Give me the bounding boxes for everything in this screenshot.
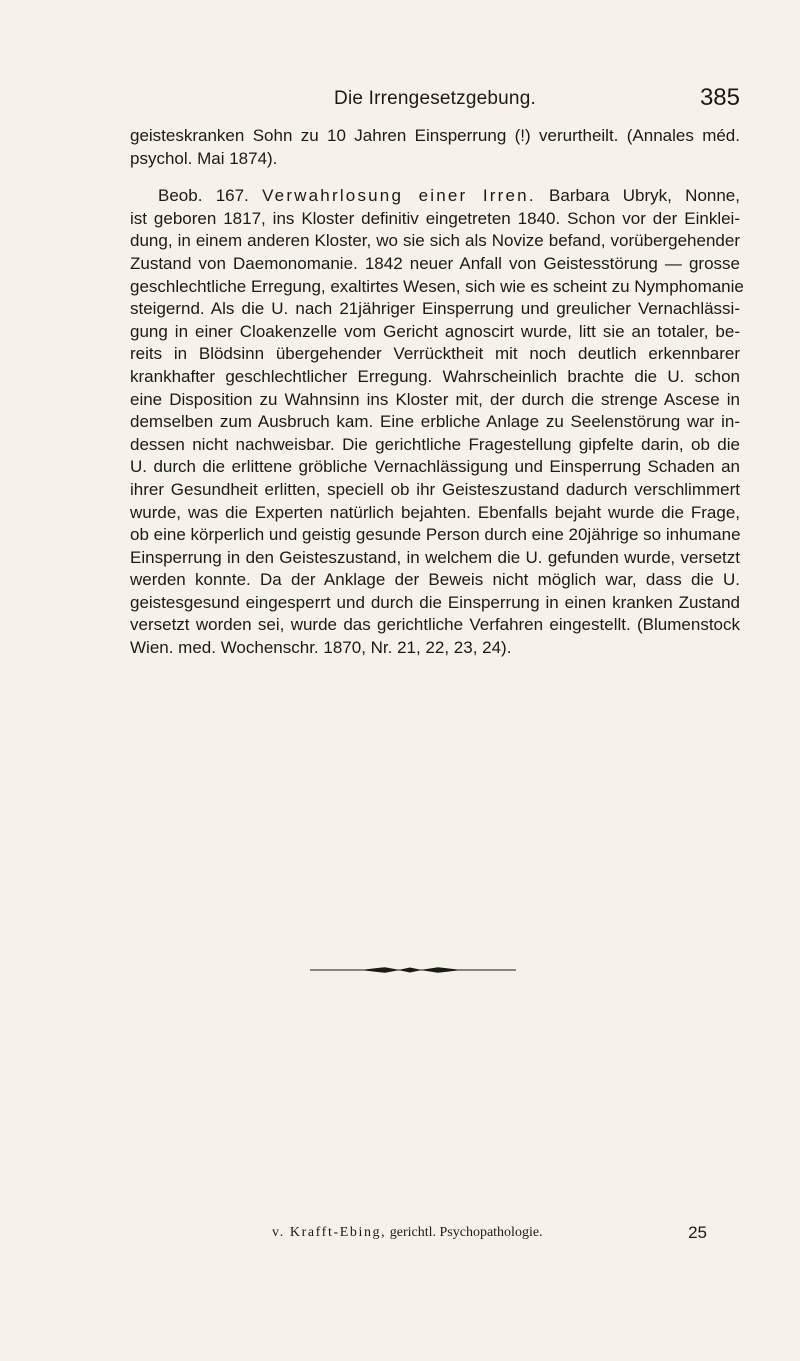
observation-heading-line	[130, 185, 740, 208]
text-line: ob eine körperlich und geistig gesunde Person durch eine 20jährige so inhumane	[130, 525, 741, 545]
running-title: Die Irrengesetzgebung.	[334, 88, 536, 109]
text-line: versetzt worden sei, wurde das gerichtliche Verfahren eingestellt. (Blumenstock	[130, 615, 740, 635]
sheet-signature: 25	[688, 1223, 707, 1242]
running-head	[130, 84, 740, 114]
footer-author: v. Krafft-Ebing,	[272, 1225, 387, 1240]
text-line: wurde, was die Experten natürlich bejahten. Ebenfalls bejaht wurde die Frage,	[130, 502, 740, 522]
body-text	[130, 125, 744, 660]
paragraph-continuation	[130, 125, 740, 170]
text-line: reits in Blödsinn übergehender Verrücktheit mit noch deutlich erkennbarer	[130, 344, 740, 364]
page-number: 385	[699, 84, 740, 111]
text-line: psychol. Mai 1874).	[130, 148, 278, 168]
footer-book-reference	[272, 1225, 543, 1241]
text-line: dessen nicht nachweisbar. Die gerichtliche Fragestellung gipfelte darin, ob die	[130, 434, 740, 454]
observation-paragraph	[130, 185, 744, 659]
observation-title: Verwahrlosung einer Irren.	[262, 186, 536, 206]
text-line: krankhafter geschlechtlicher Erregung. Wahrscheinlich brachte die U. schon	[130, 366, 740, 386]
text-line: steigernd. Als die U. nach 21jähriger Einsperrung und greulicher Vernachlässi-	[130, 299, 740, 319]
text-line: ist geboren 1817, ins Kloster definitiv eingetreten 1840. Schon vor der Einklei-	[130, 208, 740, 228]
text-line: Wien. med. Wochenschr. 1870, Nr. 21, 22, 23, 24).	[130, 638, 512, 658]
text-line: Zustand von Daemonomanie. 1842 neuer Anfall von Geistesstörung — grosse	[130, 253, 740, 273]
text-line: ihrer Gesundheit erlitten, speciell ob ihr Geisteszustand dadurch verschlimmert	[130, 479, 740, 499]
observation-heading-rest: Barbara Ubryk, Nonne,	[535, 186, 740, 206]
text-line: demselben zum Ausbruch kam. Eine erbliche Anlage zu Seelenstörung war in-	[130, 412, 740, 432]
text-line: Einsperrung in den Geisteszustand, in welchem die U. gefunden wurde, versetzt	[130, 547, 740, 567]
text-line: gung in einer Cloakenzelle vom Gericht agnoscirt wurde, litt sie an totaler, be-	[130, 321, 740, 341]
text-line: geschlechtliche Erregung, exaltirtes Wesen, sich wie es scheint zu Nymphomanie	[130, 276, 744, 296]
footer-book-title: gerichtl. Psychopathologie.	[386, 1225, 543, 1240]
text-line: geisteskranken Sohn zu 10 Jahren Einsperrung (!) verurtheilt. (Annales méd.	[130, 126, 740, 145]
text-line: werden konnte. Da der Anklage der Beweis nicht möglich war, dass die U.	[130, 570, 740, 590]
text-line: geistesgesund eingesperrt und durch die Einsperrung in einen kranken Zustand	[130, 592, 740, 612]
observation-number: Beob. 167.	[158, 186, 263, 206]
section-divider-ornament	[310, 965, 516, 975]
signature-footer	[272, 1223, 707, 1245]
text-line: eine Disposition zu Wahnsinn ins Kloster mit, der durch die strenge Ascese in	[130, 389, 740, 409]
text-line: U. durch die erlittene gröbliche Vernachlässigung und Einsperrung Schaden an	[130, 457, 740, 477]
text-line: dung, in einem anderen Kloster, wo sie sich als Novize befand, vorübergehender	[130, 231, 740, 251]
